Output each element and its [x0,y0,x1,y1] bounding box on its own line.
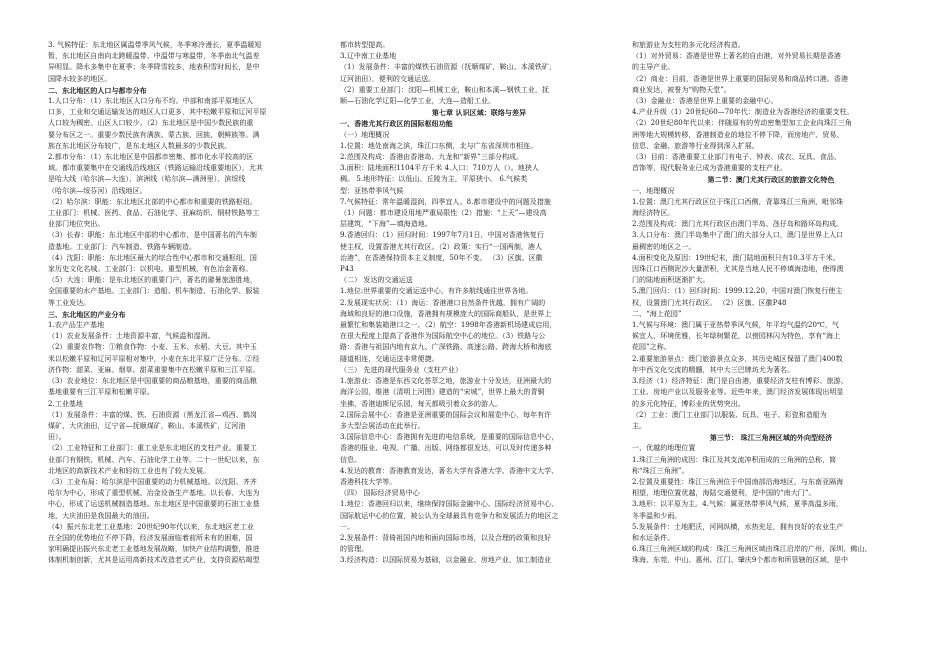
text-line: 1.地位:世界重要的交通运送中心，有许多航线通往世界各地。 [340,287,533,296]
text-line: 路：香港与祖国内地有京九、广深铁路、高速公路、跨海大桥和海底 [340,343,552,352]
text-line: 的主导产业。 [632,63,675,72]
text-line: 田）。 [48,433,66,442]
text-line: 2.发展现实状况：（1）海运：香港港口自然条件优越，拥有广阔的 [340,298,546,307]
text-line: 2.范围及构成：香港由香港岛、九龙和“新界”三部分构成。 [340,153,524,162]
text-line: 2.国际会展中心：香港是亚洲重要的国际会议和展览中心，每年有许 [340,410,552,419]
text-line: 型：亚热带季风气候 [340,186,404,195]
text-line: 冬季温和少雨。 [632,511,682,520]
text-line: 门的陆地面积逐渐扩大。 [632,276,710,285]
text-line: 2.重要旅游景点：澳门旅游景点众多，其历史城区保留了澳门400数 [632,354,843,363]
text-line: 香港的报业、电视、广播、出版、网络都很发达，可以及时传递多种 [340,444,552,453]
text-line: 使主权，设置香港尤其行政区。（2）政策：实行“一国两制，港人 [340,242,543,251]
text-line: 最稠密的地区之一。 [632,242,696,251]
text-line: 哈尔为中心，形成了重型机械、冶金设备生产基地。以长春、大连为 [48,489,260,498]
text-line: 和水运条件。 [632,533,675,542]
text-line: 业部门有钢铁、机械、汽车、石油化学工业等。二十一世纪以来，东 [48,455,260,464]
text-line: （四） 国际经济贸易中心 [340,489,420,498]
text-line: 多大型会展活动在此举行。 [340,421,425,430]
text-line: 海经济特区。 [632,209,675,218]
text-line: 1.人口分布：（1）东北地区人口分布不均。中部和南部平原地区人 [48,97,254,106]
text-line: 权，设置澳门尤其行政区。 （2）区旗、区徽P48 [632,298,787,307]
text-line: 一。 [340,522,355,531]
text-line: 口多，工业和交通运输发达的地区人口更多，其中松嫩平原和辽河平原 [48,108,267,117]
text-line: （2）商业：目前，香港是世界上重要的国际贸易和商品转口港。香港 [632,74,849,83]
text-line: 信息、金融、旅游等行业得到深入扩展。 [632,141,759,150]
text-line: 3.经济（1）经济特征：澳门是自由港，重要经济支柱有博彩、旅游、 [632,377,848,386]
text-line: 3. 气候特征：东北地区属温带季风气候，冬季寒冷漫长，夏季温暖短 [48,41,262,49]
text-line: 首饰等，现代服务业已成为香港重要的支柱产业。 [632,164,788,173]
text-line: （2）重要农作物：①粮食作物：小麦、玉米、水稻、大豆。其中玉 [48,343,257,352]
text-line: 济作物：甜菜、亚麻、烟草。甜菜重要集中在松嫩平原和三江平原。 [48,365,260,374]
text-line: （1）问题：都市建设用地严重局限性（2）措施：“上天”—建设高 [340,209,547,218]
text-line: 业部门地位突出。 [48,220,105,229]
text-line: 家明确提出振兴东北老工业基地发展战略，加快产业结构调整，推进 [48,545,260,554]
text-line: 洲等地大规模转移，香港制造业的地位不停下降，而房地产、贸易、 [632,130,844,139]
text-line: 信息。 [340,455,362,464]
text-line: 隧道相连，交通运送非常便捷。 [340,354,439,363]
text-line: 煤矿，大庆油田，辽宁省—抚顺煤矿，鞍山、本溪铁矿，辽河油 [48,421,246,430]
text-line: 坐佛，香港迪斯尼乐园，每天都吸引着众多的游人。 [340,399,503,408]
text-line: 基地重要有三江平原和松嫩平原。 [48,388,154,397]
text-line: （1）农业发展条件：土地资源丰富，气候温和湿润。 [48,332,215,341]
text-line: 3.国际信息中心：香港拥有先进的电信系统，是重要的国际信息中心， [340,433,559,442]
section-heading: 一、香港尤其行政区的国际枢纽功能 [340,119,453,129]
text-line: 在很大程度上提高了香港作为国际航空中心的地位。（3）铁路与公 [340,332,546,341]
text-line: 海洋公园，维港《清明上河图》建造的“宋城”，世界上最大的青铜 [340,388,545,397]
text-line: 相望，地理位置优越，海陆交通便利，是中国的“南大门”。 [632,489,816,498]
text-line: 花园”之称。 [632,343,671,352]
text-line: 2.工业基地 [48,399,83,408]
text-line: 国际航运中心的位置，被公认为全球最具有竞争力和发展活力的地区之 [340,511,559,520]
text-line: 7.气候特征：常年温暖湿润，四季宜人。8.都市建设中的问题及措施 [340,197,551,206]
text-line: （3）工业布局：哈尔滨是中国重要的动力机械基地。以沈阳、齐齐 [48,477,257,486]
text-line: 候宜人，环境优雅，长年绿树繁花，以傍园林闪为特色，享有“海上 [632,332,841,341]
text-line: 异明显。降水多集中在夏季；冬季降雪较多，地表积雪时间长，是中 [48,63,260,72]
text-line: （1）发展条件：丰富的煤、铁、石油资源（黑龙江省—鸡西、鹤岗 [48,410,257,419]
text-line: 族在东北地区分布较广，是东北地区人数最多的少数民族。 [48,141,232,150]
text-line: 工业、房地产业以及服务业等。近些年来，澳门经济发展体现出明显 [632,388,844,397]
text-line: （3）目前：香港重要工业部门有电子、钟表、成衣、玩具、食品、 [632,153,841,162]
text-line: 香港科技大学等。 [340,477,397,486]
text-line: 一、地理概况 [632,186,675,195]
column-right [632,40,910,650]
text-line: 中心，形成了运送机械制造基地。东北地区是中国重要的石油工业基 [48,500,260,509]
section-heading: 三、东北地区的产业分布 [48,309,126,319]
text-line: 米以松嫩平原和辽河平原相对集中，小麦在东北平原广泛分布。②经 [48,354,260,363]
text-line: 北地区的高新技术产业和轻纺工业也有了较大发展。 [48,466,211,475]
text-line: 工业部门：机械、医药、食品、石油化学、亚麻纺织、钢材铁路等工 [48,209,260,218]
text-line: 体制机制创新，尤其是运用高新技术改造老式产业，支持资源枯竭型 [48,556,260,565]
text-line: （三） 先进的现代服务业（支柱产业） [340,365,463,374]
text-line: （2）20世纪80年代以来：伴随原有的劳动密集型加工企业向珠江三角 [632,119,852,128]
text-line: 4.面积变化及原因：19世纪末，澳门陆地面积只有10.3平方千米。 [632,253,840,262]
text-line: （哈尔滨—绥芬河）沿线地区。 [48,186,147,195]
text-line: 家历史文化名城。工业部门：以机电、重型机械，有色冶金著称。 [48,265,253,274]
text-line: （3）长春：职能：东北地区中部的中心都市，是中国著名的汽车制 [48,231,257,240]
column-left [48,40,326,650]
text-line: 海域和良好的港口设施，香港拥有规模庞大的国际商船队，是世界上 [340,309,552,318]
text-line: （4）沈阳：职能：东北地区最大的综合性中心都市和交通枢纽，国 [48,253,257,262]
text-line: 都市转型提高。 [340,41,390,49]
text-line: （1）发展条件：丰富的煤铁石油资源（抚顺煤矿，鞍山、本溪铁矿， [340,63,557,72]
text-line: （2）重要工业部门：沈阳—机械工业，鞍山和本溪—钢铁工业，抚 [340,85,549,94]
text-line: 9.香港回归：（1）回归时间：1997年7月1日，中国对香港恢复行 [340,231,545,240]
text-line: 1.地位：香港回归以来，继续保持国际金融中心、国际经济贸易中心、 [340,500,559,509]
text-line: 2.范围及构成：澳门尤其行政区由澳门半岛、氹仔岛和路环岛构成。 [632,220,844,229]
section-heading: 二、东北地区的人口与都市分布 [48,85,147,95]
text-line: 1.农产品生产基地 [48,321,105,330]
text-line: 暂，东北地区自南向北跨暖温带、中温带与寒温带，冬季南北气温差 [48,52,260,61]
text-line: （2）哈尔滨：职能：东北地区北部的中心都市和重要的铁路枢纽。 [48,197,257,206]
text-line: 3.经济构造：以国际贸易为基础，以金融业、房地产业、加工制造业 [340,556,552,565]
text-line: 6.珠江三角洲区域的构成：珠江三角洲区域由珠江沿岸的广州、深圳、佛山、 [632,545,872,554]
text-line: 3.人口分布：澳门半岛集中了澳门的大部分人口，澳门是世界上人口 [632,231,844,240]
text-line: （3）金融业：香港是世界上重要的金融中心。 [632,97,778,106]
text-line: 和旅游业为支柱的多元化经济构造。 [632,41,745,49]
text-line: 地，大庆油田是我国最大的油田。 [48,511,154,520]
text-line: 主。 [632,421,647,430]
text-line: 2.发展条件：背倚祖国内地和面向国际市场，以及合理的政策和良好 [340,533,552,542]
section-heading: 第七章 认识区域：联络与差异 [431,108,527,118]
text-line: 辽河油田），便利的交通运送。 [340,74,436,83]
text-line: 1.气候与环境：澳门属于亚热带季风气候，年平均气温约20℃，气 [632,321,839,330]
text-line: 因珠江口西侧泥沙大量淤积，尤其是当地人民不停填海造地，使得澳 [632,265,844,274]
text-line: 3.地形：以平原为主。4.气候：属亚热带季风气候，夏季高温多雨， [632,500,843,509]
text-line: （2）工业：澳门工业部门以服装、玩具、电子、彩瓷和造船为 [632,410,827,419]
text-line: （4）振兴东北老工业基地：20世纪90年代以来，东北地区老工业 [48,522,254,531]
text-line: 的管理。 [340,545,369,554]
text-line: 等工业发达。 [48,298,91,307]
text-line: 5.澳门回归：（1）回归时间：1999.12.20，中国对澳门恢复行使主 [632,287,843,296]
text-line: 是哈大线（哈尔滨—大连）、滨洲线（哈尔滨—满洲里）、滨绥线 [48,175,246,184]
text-line: 年中西文化交流的精髓，其中大三巴牌坊尤为著名。 [632,365,795,374]
text-line: 称“珠江三角洲”。 [632,466,689,475]
text-line: 2.都市分布：（1）东北地区是中国都市密集、都市化水平较高的区 [48,153,254,162]
section-heading: 第二节：澳门尤其行政区的旅游文化特色 [707,175,835,185]
text-line: 4.产业升级（1）20世纪60—70年代：制造业为香港经济的重要支柱。 [632,108,854,117]
section-heading: 第三节： 珠江三角洲区域的外向型经济 [709,433,833,443]
text-line: 顺—石油化学辽阳—化学工业，大连—造船工业。 [340,97,496,106]
text-line: 二、“海上花园” [632,309,682,318]
text-line: 1.位置：澳门尤其行政区位于珠江口西侧，背靠珠江三角洲，毗邻珠 [632,197,844,206]
text-line: 1.珠江三角洲的成因：珠江及其支流冲积而成的三角洲的总称，简 [632,455,837,464]
text-line: 全国重要的水产基地。工业部门：造船、机车制造、石油化学、服装 [48,287,260,296]
text-line: 2.位置及重要性：珠江三角洲位于中国南部沿海地区，与东南亚隔海 [632,477,844,486]
text-line: 1.旅游业：香港是东西文化荟萃之地，旅游业十分发达，亚洲最大的 [340,377,552,386]
text-line: 国降水较多的地区。 [48,74,112,83]
text-line: 一、优越的地理位置 [632,444,696,453]
text-line: 域。都市重要集中在交通线沿线地区（铁路运输沿线重要地区），尤其 [48,164,264,173]
text-line: 商业发达，被誉为“购物天堂”。 [632,85,731,94]
text-line: （二） 发达的交通运送 [340,276,413,285]
text-line: （5）大连：职能：是东北地区的重要门户，著名的避暑旅游胜地， [48,276,257,285]
text-line: （2）工业特征和工业部门：重工业是东北地区的支柱产业。重要工 [48,444,257,453]
text-line: 5.发展条件：土地肥沃，河网纵横，水热充足，拥有良好的农业生产 [632,522,844,531]
text-line: 的多元化特征，博彩业的优势突出。 [632,399,745,408]
text-line: （3）农业地位：东北地区是中国重要的商品粮基地，重要的商品粮 [48,377,257,386]
text-line: P43 [340,265,354,274]
text-line: 在全国的优势地位不停下降，经济发展面临着前所未有的困难，国 [48,533,253,542]
text-line: 珠海、东莞、中山、惠州、江门、肇庆9个都市和所管辖的区域，是中 [632,556,849,565]
text-line: 3.辽中南工业基地 [340,52,397,61]
text-line: 4.发达的教育：香港教育发达，著名大学有香港大学、香港中文大学、 [340,466,559,475]
text-line: 最繁忙和集装箱港口之一。（2）航空：1998年香港新机场建成启用， [340,321,557,330]
text-line: 治港”，在香港保持资本主义制度，50年不变。 （3）区旗、区徽 [340,253,543,262]
text-line: 造基地。工业部门：汽车制造、铁路车辆制造。 [48,242,197,251]
text-line: 层建筑，“下海”—填海造地。 [340,220,432,229]
text-line: 要分布区之一。重要少数民族有满族、蒙古族、回族、朝鲜族等。满 [48,130,260,139]
text-line: 3.面积：陆地面积1104平方千米 4.人口：710万人（）。地狭人 [340,164,539,173]
text-line: 稠。 5.地形特征：以低山、丘陵为主，平原狭小。 6.气候类 [340,175,528,184]
column-middle [340,40,618,650]
text-line: 人口较为稠密。山区人口较少。（2）东北地区是中国少数民族的重 [48,119,254,128]
text-line: （一）地理概况 [340,130,390,139]
text-line: 1.位置：地处南海之滨，珠江口东侧，北与广东省深圳市相连。 [340,141,538,150]
text-line: （1）对外贸易：香港是世界上著名的自由港，对外贸易长期是香港 [632,52,841,61]
